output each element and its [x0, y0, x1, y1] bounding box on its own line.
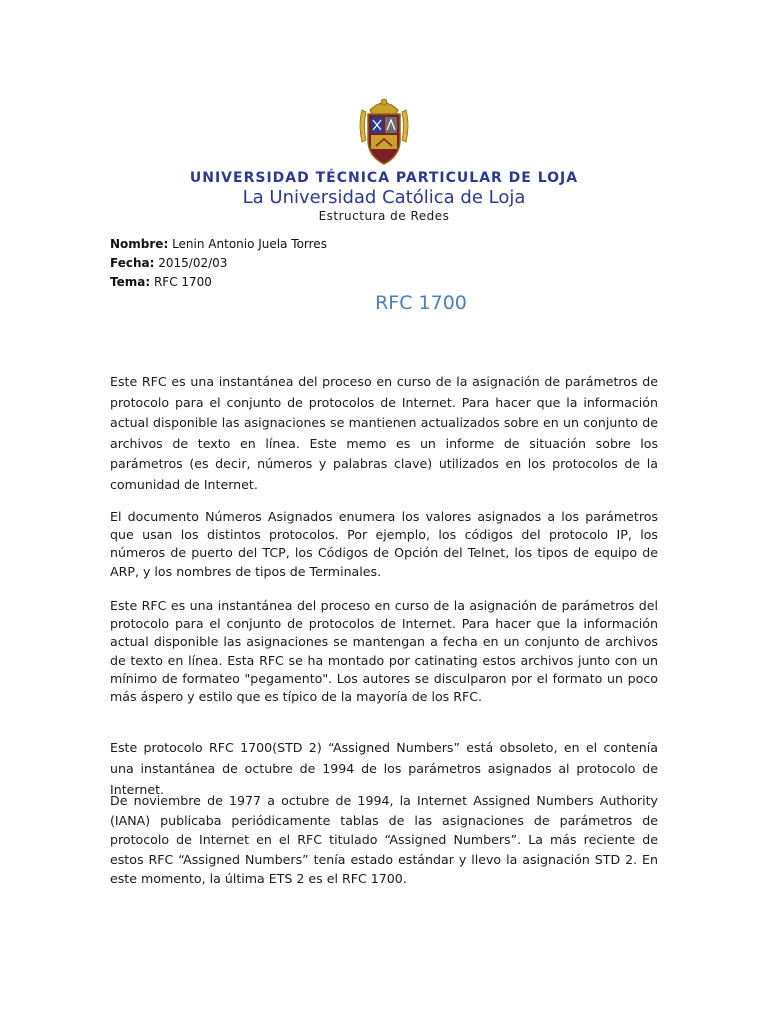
- meta-tema: [110, 275, 212, 289]
- meta-tema-value: RFC 1700: [153, 275, 212, 289]
- meta-fecha: [110, 256, 227, 270]
- document-title: RFC 1700: [375, 292, 467, 314]
- paragraph-1: Este RFC es una instantánea del proceso en curso de la asignación de parámetros de protocolo para el conjunto de protocolos de Internet. Para hacer que la información actual disponible las asignaciones se mantienen actualizados sobre en un conjunto de archivos de texto en línea. Este memo es un informe de situación sobre los parámetros (es decir, números y palabras clave) utilizados en los protocolos de la comunidad de Internet.: [110, 374, 658, 492]
- meta-nombre-label: Nombre:: [110, 237, 169, 251]
- paragraph-4: Este protocolo RFC 1700(STD 2) “Assigned Numbers” está obsoleto, en el contenía una instantánea de octubre de 1994 de los parámetros asignados al protocolo de Internet.: [110, 740, 658, 797]
- meta-nombre: [110, 237, 327, 251]
- meta-tema-label: Tema:: [110, 275, 151, 289]
- meta-fecha-label: Fecha:: [110, 256, 155, 270]
- paragraph-3: Este RFC es una instantánea del proceso en curso de la asignación de parámetros del protocolo para el conjunto de protocolos de Internet. Para hacer que la información actual disponible las asignaciones se mantengan a fecha en un conjunto de archivos de texto en línea. Esta RFC se ha montado por catinating estos archivos junto con un mínimo de formateo "pegamento". Los autores se disculparon por el formato un poco más áspero y estilo que es típico de la mayoría de los RFC.: [110, 598, 658, 705]
- course-subject: Estructura de Redes: [318, 209, 450, 223]
- paragraph-2: El documento Números Asignados enumera los valores asignados a los parámetros que usan los distintos protocolos. Por ejemplo, los códigos del protocolo IP, los números de puerto del TCP, los Códigos de Opción del Telnet, los tipos de equipo de ARP, y los nombres de tipos de Terminales.: [110, 509, 658, 579]
- university-subtitle: La Universidad Católica de Loja: [242, 187, 526, 208]
- university-name: UNIVERSIDAD TÉCNICA PARTICULAR DE LOJA: [189, 170, 579, 186]
- meta-nombre-value: Lenin Antonio Juela Torres: [172, 237, 327, 251]
- university-seal-icon: [356, 96, 412, 168]
- paragraph-5: De noviembre de 1977 a octubre de 1994, la Internet Assigned Numbers Authority (IANA) publicaba periódicamente tablas de las asignaciones de parámetros de protocolo de Internet en el RFC titulado “Assigned Numbers”. La más reciente de estos RFC “Assigned Numbers” tenía estado estándar y llevo la asignación STD 2. En este momento, la última ETS 2 es el RFC 1700.: [110, 793, 658, 886]
- meta-fecha-value: 2015/02/03: [158, 256, 228, 270]
